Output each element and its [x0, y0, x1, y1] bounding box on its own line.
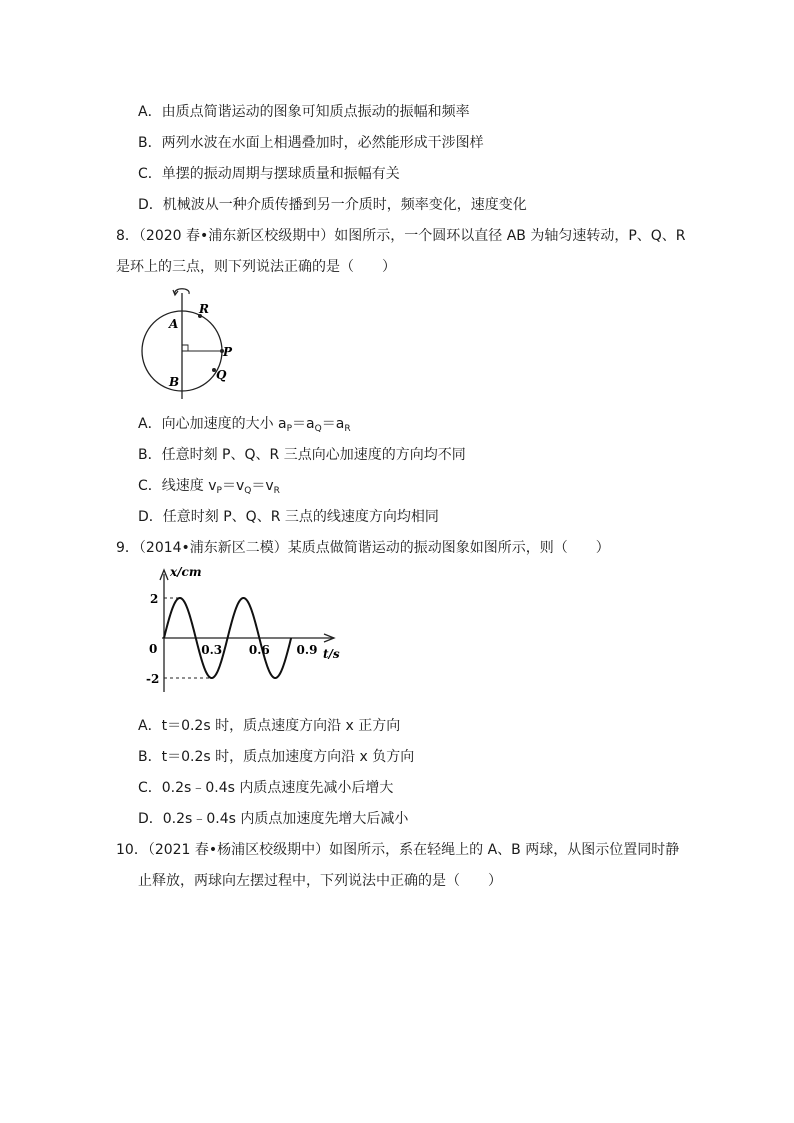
q9-option-d: D．0.2s﹣0.4s 内质点加速度先增大后减小: [138, 811, 409, 827]
x-axis-label: t/s: [323, 647, 340, 661]
y-axis-label: x/cm: [170, 565, 202, 579]
q8-stem-line2: 是环上的三点，则下列说法正确的是（ ）: [116, 259, 396, 275]
q9-option-a: A．t＝0.2s 时，质点速度方向沿 x 正方向: [138, 718, 401, 734]
q10-stem-line2: 止释放，两球向左摆过程中，下列说法中正确的是（ ）: [138, 873, 502, 889]
right-angle-mark: [182, 345, 188, 351]
x-tick-label-0-9: 0.9: [296, 643, 318, 657]
q8-option-d: D．任意时刻 P、Q、R 三点的线速度方向均相同: [138, 509, 439, 525]
x-tick-label-0-3: 0.3: [201, 643, 223, 657]
q9-option-b: B．t＝0.2s 时，质点加速度方向沿 x 负方向: [138, 749, 415, 765]
q7-option-b: B．两列水波在水面上相遇叠加时，必然能形成干涉图样: [138, 135, 484, 151]
q8-ring-figure: [135, 285, 245, 405]
q9-vibration-chart: [140, 562, 350, 700]
q10-stem-line1: 10．（2021 春•杨浦区校级期中）如图所示，系在轻绳上的 A、B 两球，从图示位置同时静: [116, 842, 680, 858]
label-r: R: [199, 302, 209, 316]
q9-option-c: C．0.2s﹣0.4s 内质点速度先减小后增大: [138, 780, 394, 796]
label-q: Q: [216, 368, 227, 382]
label-b: B: [169, 375, 180, 389]
label-a: A: [169, 317, 179, 331]
x-tick-label-0-6: 0.6: [248, 643, 270, 657]
label-p: P: [223, 345, 233, 359]
y-tick-label-neg2: -2: [146, 672, 160, 686]
q7-option-d: D．机械波从一种介质传播到另一介质时，频率变化，速度变化: [138, 197, 527, 213]
q8-option-a: A．向心加速度的大小 $a_P=a_Q=a_R$: [138, 416, 351, 434]
q8-stem-line1: 8．（2020 春•浦东新区校级期中）如图所示，一个圆环以直径 AB 为轴匀速转动，P、Q、R: [116, 228, 686, 244]
q7-option-a: A．由质点简谐运动的图象可知质点振动的振幅和频率: [138, 104, 470, 120]
q8-option-b: B．任意时刻 P、Q、R 三点向心加速度的方向均不同: [138, 447, 466, 463]
q7-option-c: C．单摆的振动周期与摆球质量和振幅有关: [138, 166, 400, 182]
origin-label: 0: [149, 642, 158, 656]
q9-stem: 9．（2014•浦东新区二模）某质点做简谐运动的振动图象如图所示，则（ ）: [116, 540, 610, 556]
q8-option-c: C．线速度 $v_P=v_Q=v_R$: [138, 478, 280, 496]
y-tick-label-2: 2: [150, 592, 159, 606]
